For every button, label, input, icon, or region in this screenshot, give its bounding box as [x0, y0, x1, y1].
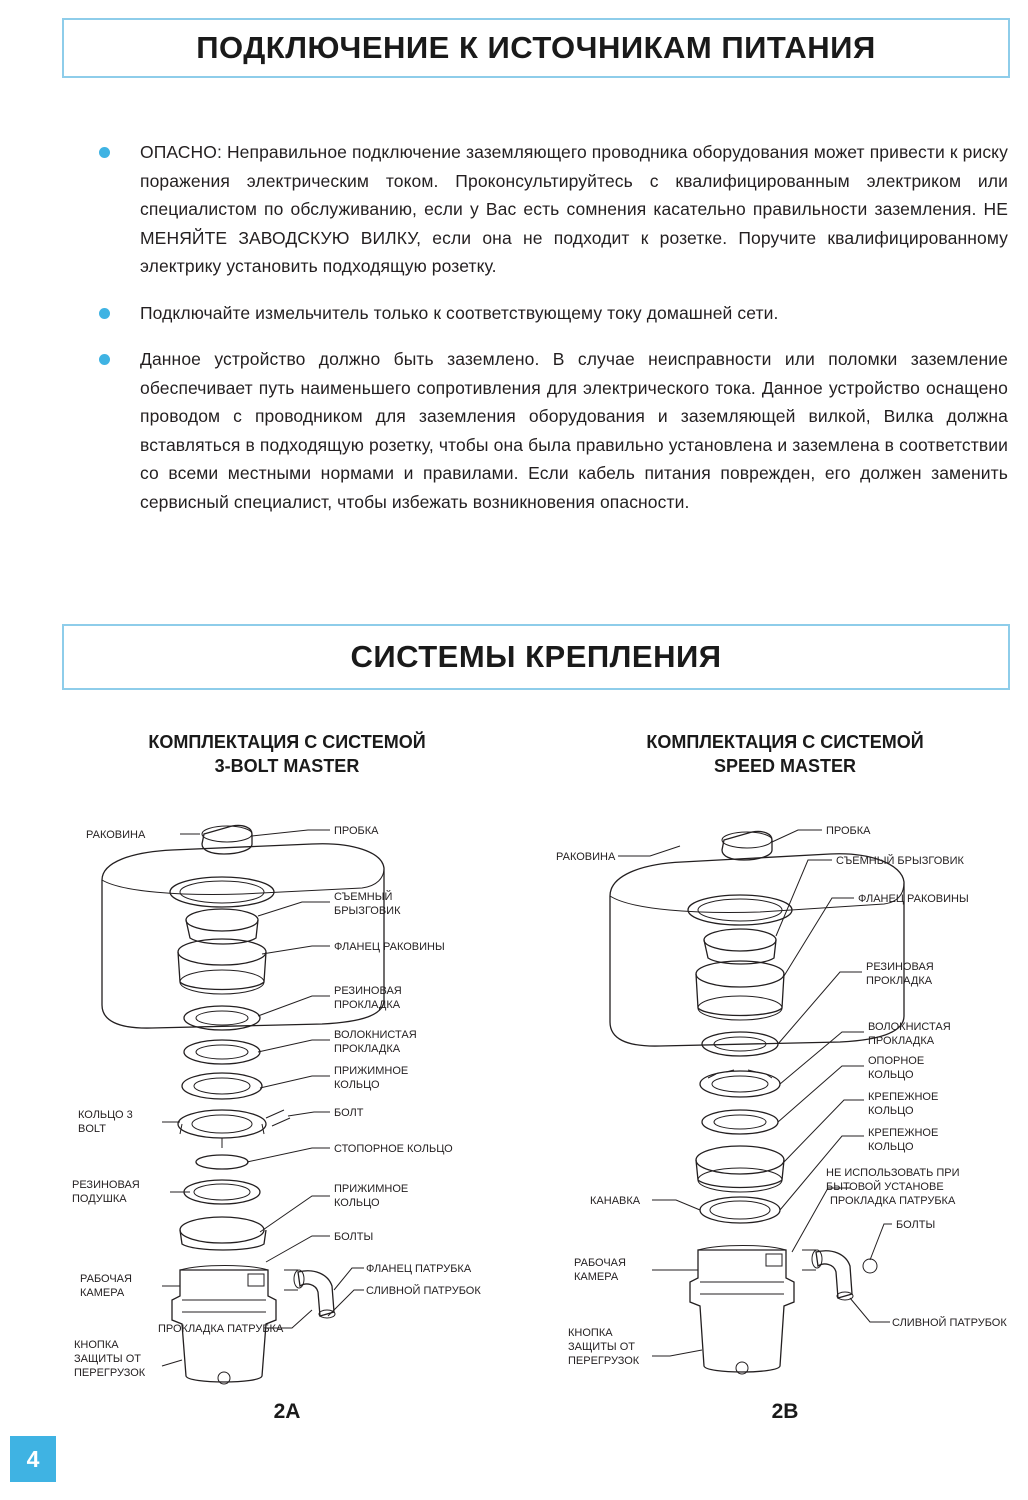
callout-rubber-gasket-2: ПРОКЛАДКА	[866, 975, 933, 987]
list-item	[92, 299, 1008, 328]
callout-reset-button-3: ПЕРЕГРУЗОК	[74, 1367, 146, 1379]
callout-fiber-gasket-2: ПРОКЛАДКА	[868, 1035, 935, 1047]
callout-reset-button-1: КНОПКА	[568, 1327, 613, 1339]
callout-rubber-cushion-2: ПОДУШКА	[72, 1193, 127, 1205]
list-item-text: Подключайте измельчитель только к соответствующему току домашней сети.	[140, 302, 779, 323]
callout-support-ring-2: КОЛЬЦО	[868, 1069, 914, 1081]
callout-bolts: БОЛТЫ	[334, 1231, 374, 1243]
exploded-diagram-speedmaster	[540, 800, 1010, 1390]
callout-fiber-gasket-1: ВОЛОКНИСТАЯ	[334, 1029, 417, 1041]
page-number-badge: 4	[10, 1436, 56, 1482]
callout-rubber-gasket-1: РЕЗИНОВАЯ	[866, 961, 934, 973]
callout-reset-button-1: КНОПКА	[74, 1339, 119, 1351]
callout-grinding-chamber-2: КАМЕРА	[574, 1271, 619, 1283]
callout-clamp-ring-2: КОЛЬЦО	[334, 1079, 380, 1091]
bullet-dot-icon	[99, 308, 110, 319]
list-item	[92, 345, 1008, 516]
exploded-diagram-3bolt	[62, 800, 532, 1390]
callout-groove: КАНАВКА	[590, 1195, 641, 1207]
callout-grinding-chamber-2: КАМЕРА	[80, 1287, 125, 1299]
column-heading-line2: 3-BOLT MASTER	[214, 756, 360, 776]
callout-rubber-cushion-1: РЕЗИНОВАЯ	[72, 1179, 140, 1191]
callout-not-for-home-2: БЫТОВОЙ УСТАНОВЕ	[826, 1181, 944, 1193]
callout-splashguard-2: БРЫЗГОВИК	[334, 905, 401, 917]
section-title-power: ПОДКЛЮЧЕНИЕ К ИСТОЧНИКАМ ПИТАНИЯ	[196, 30, 876, 65]
callout-lower-clamp-2: КОЛЬЦО	[334, 1197, 380, 1209]
callout-discharge-tube: СЛИВНОЙ ПАТРУБОК	[366, 1285, 481, 1297]
section-banner-mounting	[62, 624, 1010, 690]
column-heading-3bolt	[62, 730, 512, 778]
callout-rubber-gasket-2: ПРОКЛАДКА	[334, 999, 401, 1011]
callout-outlet-gasket: ПРОКЛАДКА ПАТРУБКА	[830, 1195, 956, 1207]
section-title-mounting: СИСТЕМЫ КРЕПЛЕНИЯ	[350, 639, 722, 674]
callout-fastening-ring-2: КОЛЬЦО	[868, 1141, 914, 1153]
callout-mounting-ring-1: КРЕПЕЖНОЕ	[868, 1091, 939, 1103]
callout-clamp-ring-1: ПРИЖИМНОЕ	[334, 1065, 409, 1077]
callout-snap-ring: СТОПОРНОЕ КОЛЬЦО	[334, 1143, 453, 1155]
callout-stopper: ПРОБКА	[334, 825, 379, 837]
page-left-margin	[0, 0, 62, 1500]
list-item-text: ОПАСНО: Неправильное подключение заземляющего проводника оборудования может привести к риску поражения электрическим током. Проконсультируйтесь с квалифицированным электриком или специалистом по обслуживанию, если у Вас есть сомнения касательно правильности заземления. НЕ МЕНЯЙТЕ ЗАВОДСКУЮ ВИЛКУ, если она не подходит к розетке. Поручите квалифицированному электрику установить подходящую розетку.	[140, 142, 1008, 276]
callout-splashguard: СЪЕМНЫЙ БРЫЗГОВИК	[836, 855, 964, 867]
callout-bolt: БОЛТ	[334, 1107, 364, 1119]
section-banner-power	[62, 18, 1010, 78]
bullet-dot-icon	[99, 354, 110, 365]
callout-sink: РАКОВИНА	[556, 851, 616, 863]
column-heading-speedmaster	[560, 730, 1010, 778]
callout-3bolt-ring-2: BOLT	[78, 1123, 106, 1135]
list-item-text: Данное устройство должно быть заземлено. В случае неисправности или поломки заземление обеспечивает путь наименьшего сопротивления для электрического тока. Данное устройство оснащено проводом с проводником для заземления оборудования и заземляющей вилкой, Вилка должна вставляться в подходящую розетку, чтобы она была правильно установлена и заземлена в соответствии со всеми местными нормами и правилами. Если кабель питания поврежден, его должен заменить сервисный специалист, чтобы избежать возникновения опасности.	[140, 349, 1008, 512]
callout-lower-clamp-1: ПРИЖИМНОЕ	[334, 1183, 409, 1195]
callout-discharge-tube: СЛИВНОЙ ПАТРУБОК	[892, 1317, 1007, 1329]
callout-support-ring-1: ОПОРНОЕ	[868, 1055, 925, 1067]
callout-bolts: БОЛТЫ	[896, 1219, 936, 1231]
column-heading-line1: КОМПЛЕКТАЦИЯ С СИСТЕМОЙ	[646, 732, 924, 752]
bullet-dot-icon	[99, 147, 110, 158]
column-heading-line2: SPEED MASTER	[713, 756, 857, 776]
callout-sink-flange: ФЛАНЕЦ РАКОВИНЫ	[334, 941, 445, 953]
callout-splashguard-1: СЪЕМНЫЙ	[334, 891, 393, 903]
callout-reset-button-2: ЗАЩИТЫ ОТ	[568, 1341, 635, 1353]
callout-fastening-ring-1: КРЕПЕЖНОЕ	[868, 1127, 939, 1139]
callout-grinding-chamber-1: РАБОЧАЯ	[80, 1273, 132, 1285]
callout-outlet-flange: ФЛАНЕЦ ПАТРУБКА	[366, 1263, 472, 1275]
power-warning-list	[92, 138, 1008, 534]
callout-reset-button-2: ЗАЩИТЫ ОТ	[74, 1353, 141, 1365]
callout-rubber-gasket-1: РЕЗИНОВАЯ	[334, 985, 402, 997]
callout-reset-button-3: ПЕРЕГРУЗОК	[568, 1355, 640, 1367]
callout-stopper: ПРОБКА	[826, 825, 871, 837]
list-item	[92, 138, 1008, 281]
callout-outlet-gasket: ПРОКЛАДКА ПАТРУБКА	[158, 1323, 284, 1335]
callout-fiber-gasket-1: ВОЛОКНИСТАЯ	[868, 1021, 951, 1033]
callout-sink: РАКОВИНА	[86, 829, 146, 841]
figure-caption-2a: 2A	[273, 1400, 301, 1423]
callout-fiber-gasket-2: ПРОКЛАДКА	[334, 1043, 401, 1055]
callout-not-for-home-1: НЕ ИСПОЛЬЗОВАТЬ ПРИ	[826, 1167, 960, 1179]
column-heading-line1: КОМПЛЕКТАЦИЯ С СИСТЕМОЙ	[148, 732, 426, 752]
callout-3bolt-ring-1: КОЛЬЦО 3	[78, 1109, 133, 1121]
callout-sink-flange: ФЛАНЕЦ РАКОВИНЫ	[858, 893, 969, 905]
figure-caption-2b: 2B	[771, 1400, 799, 1423]
callout-mounting-ring-2: КОЛЬЦО	[868, 1105, 914, 1117]
callout-grinding-chamber-1: РАБОЧАЯ	[574, 1257, 626, 1269]
